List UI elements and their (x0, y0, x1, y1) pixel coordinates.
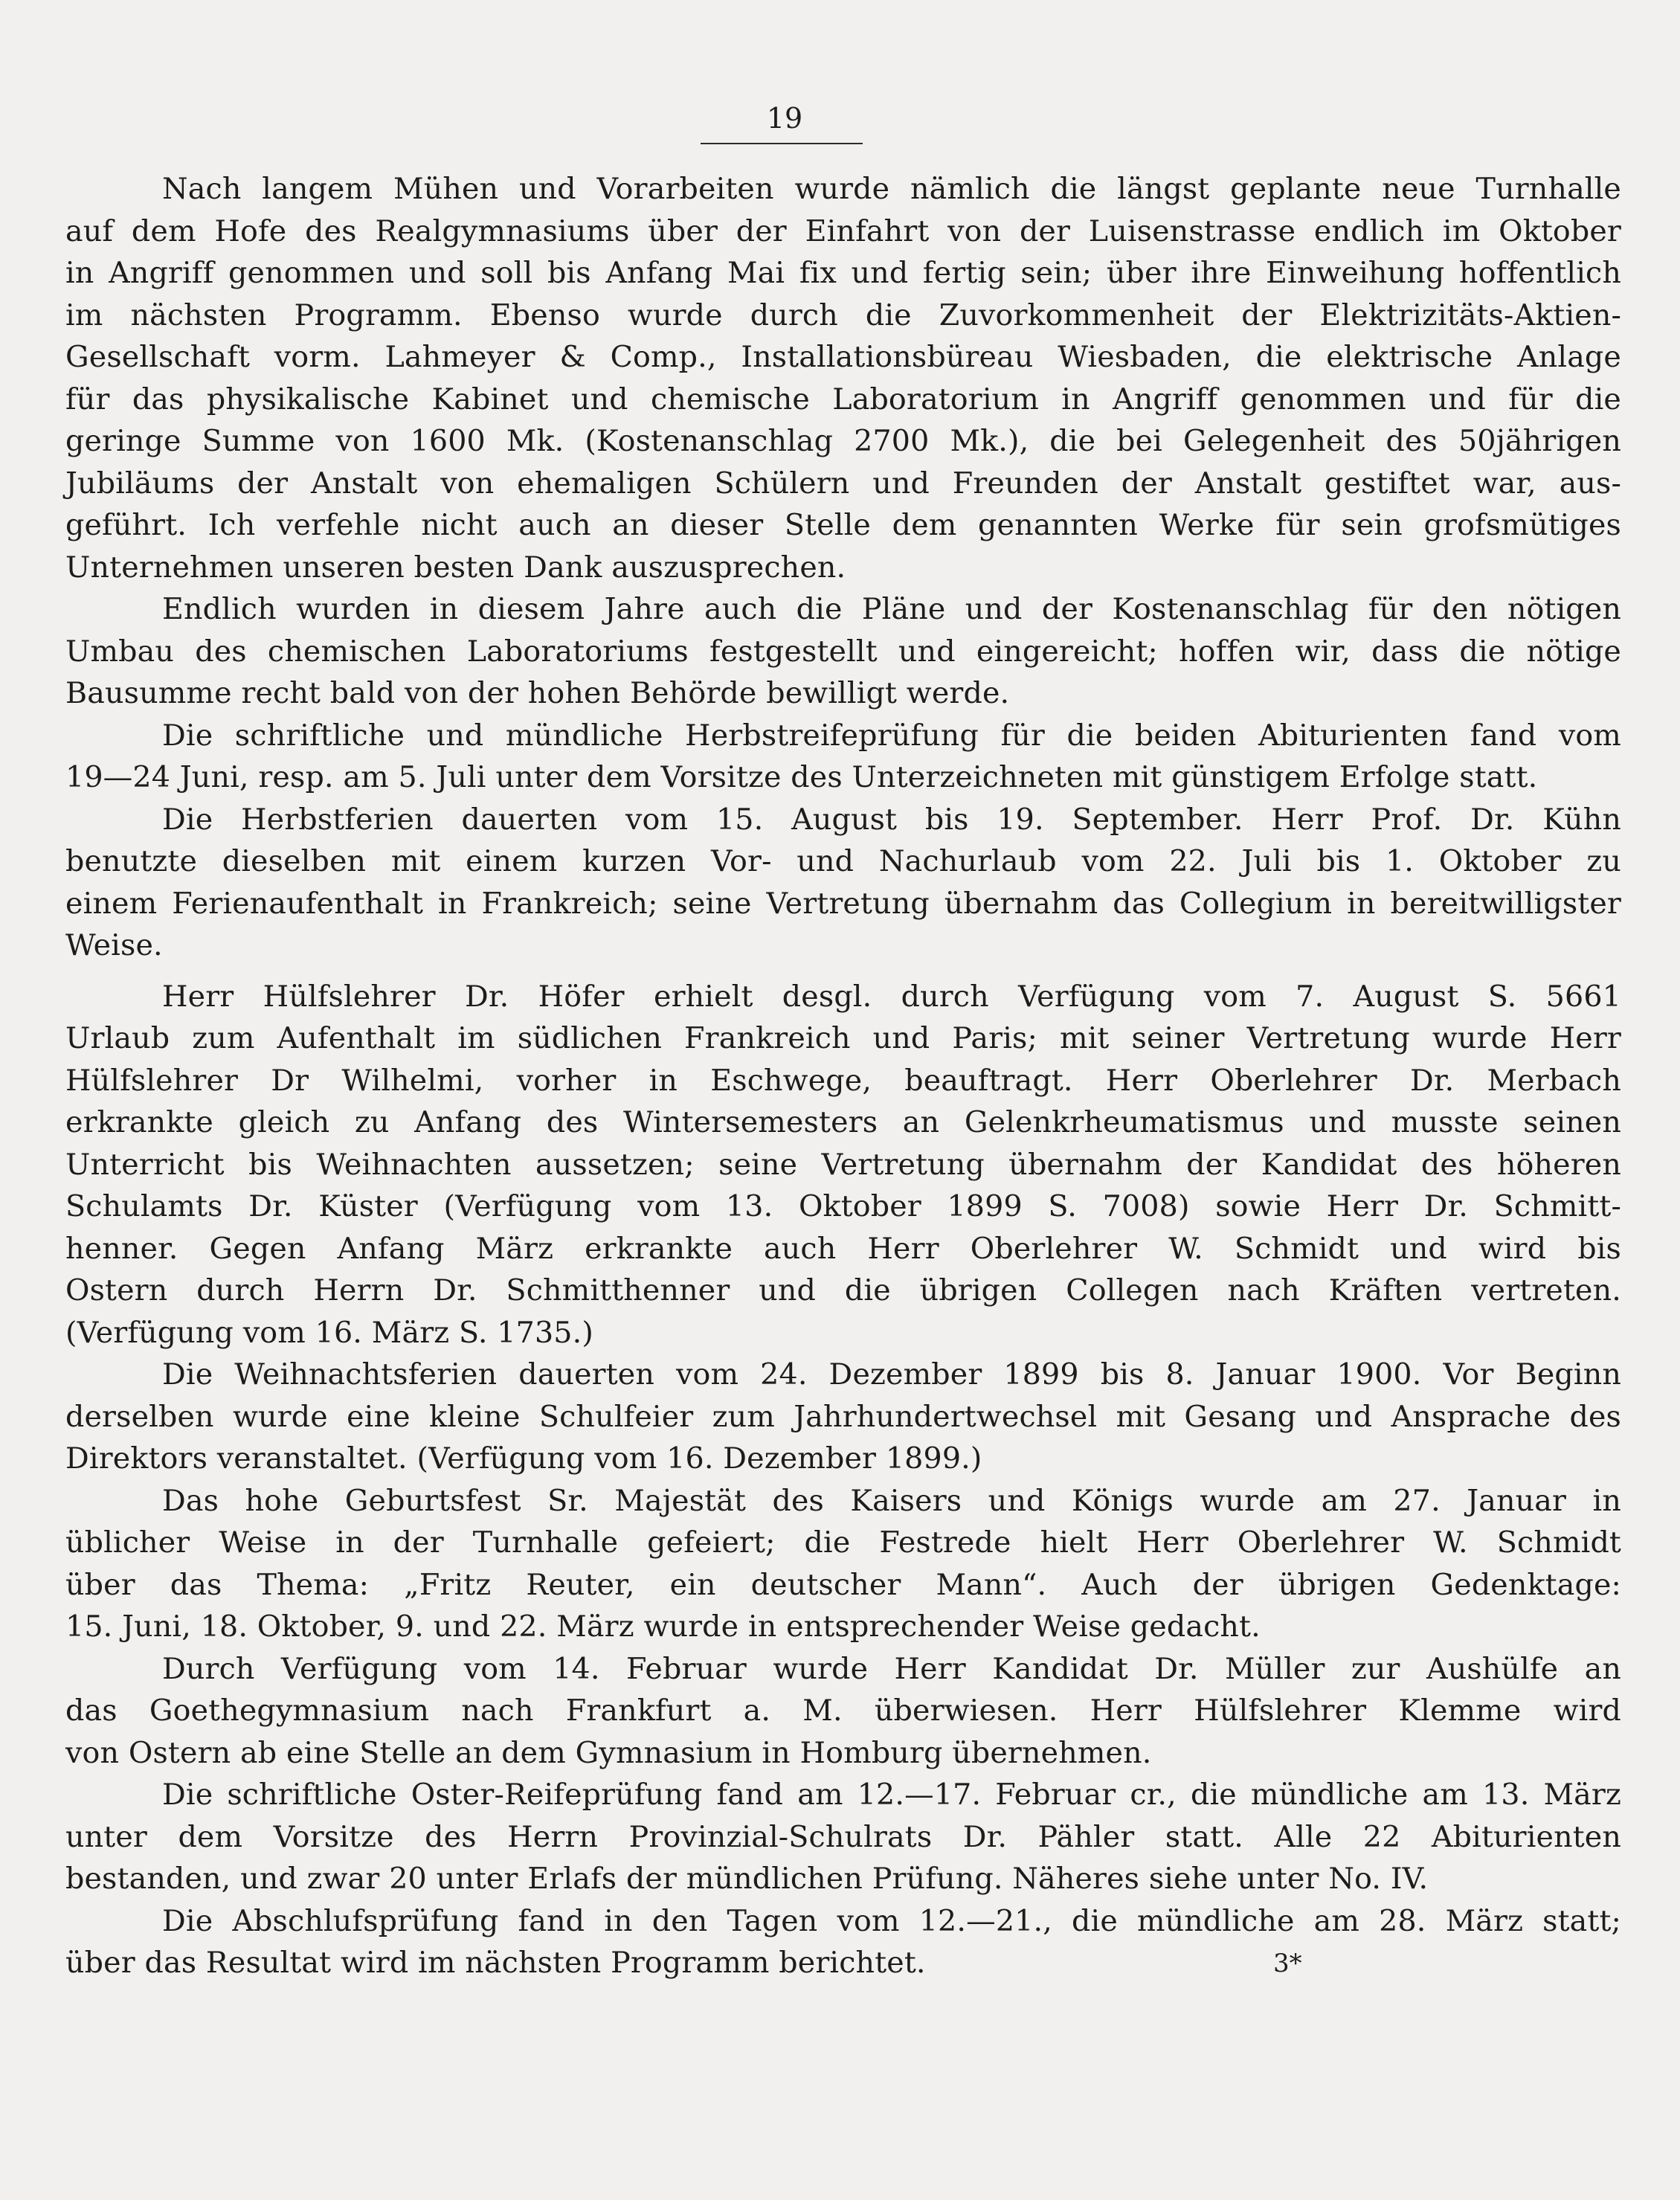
paragraph (65, 715, 1621, 799)
text-line: Endlich wurden in diesem Jahre auch die Pläne und der Kostenanschlag für den nötigen (162, 592, 1621, 626)
text-line: unter dem Vorsitze des Herrn Provinzial-Schulrats Dr. Pähler statt. Alle 22 Abiturienten (65, 1819, 1621, 1854)
paragraph-gap (65, 967, 1621, 976)
text-line: derselben wurde eine kleine Schulfeier zum Jahrhundertwechsel mit Gesang und Ansprache des (65, 1399, 1621, 1434)
text-line: Weise. (65, 928, 163, 962)
text-line: Gesellschaft vorm. Lahmeyer & Comp., Installationsbüreau Wiesbaden, die elektrische Anlage (65, 340, 1621, 374)
paragraph (65, 1774, 1621, 1900)
text-line: Unterricht bis Weihnachten aussetzen; seine Vertretung übernahm der Kandidat des höheren (65, 1147, 1621, 1182)
text-line: 19—24 Juni, resp. am 5. Juli unter dem Vorsitze des Unterzeichneten mit günstigem Erfolge statt. (65, 760, 1538, 794)
page-number: 19 (766, 102, 803, 135)
text-line: Die schriftliche Oster-Reifeprüfung fand am 12.—17. Februar cr., die mündliche am 13. März (162, 1778, 1621, 1812)
paragraph (65, 1354, 1621, 1480)
text-line: Die Abschlufsprüfung fand in den Tagen vom 12.—21., die mündliche am 28. März statt; (162, 1903, 1621, 1938)
text-line: das Goethegymnasium nach Frankfurt a. M. überwiesen. Herr Hülfslehrer Klemme wird (65, 1694, 1621, 1728)
text-line: geringe Summe von 1600 Mk. (Kostenanschlag 2700 Mk.), die bei Gelegenheit des 50jährigen (65, 424, 1621, 458)
text-line: einem Ferienaufenthalt in Frankreich; seine Vertretung übernahm das Collegium in bereitwilligster (65, 886, 1621, 921)
text-line: bestanden, und zwar 20 unter Erlafs der mündlichen Prüfung. Näheres siehe unter No. IV. (65, 1862, 1429, 1896)
signature-mark: 3* (1273, 1949, 1302, 1978)
text-line: Herr Hülfslehrer Dr. Höfer erhielt desgl. durch Verfügung vom 7. August S. 5661 (162, 979, 1621, 1014)
text-line: in Angriff genommen und soll bis Anfang Mai fix und fertig sein; über ihre Einweihung hoffentlich (65, 256, 1621, 290)
text-line: Urlaub zum Aufenthalt im südlichen Frankreich und Paris; mit seiner Vertretung wurde Herr (65, 1021, 1621, 1055)
paragraph (65, 588, 1621, 715)
text-line: benutzte dieselben mit einem kurzen Vor- und Nachurlaub vom 22. Juli bis 1. Oktober zu (65, 844, 1621, 878)
text-line: Direktors veranstaltet. (Verfügung vom 16. Dezember 1899.) (65, 1441, 982, 1476)
text-line: Bausumme recht bald von der hohen Behörde bewilligt werde. (65, 676, 1010, 710)
text-line: auf dem Hofe des Realgymnasiums über der Einfahrt von der Luisenstrasse endlich im Oktober (65, 213, 1621, 248)
text-line: Jubiläums der Anstalt von ehemaligen Schülern und Freunden der Anstalt gestiftet war, aus- (65, 466, 1621, 501)
text-line: Schulamts Dr. Küster (Verfügung vom 13. Oktober 1899 S. 7008) sowie Herr Dr. Schmitt- (65, 1189, 1621, 1223)
text-line: Durch Verfügung vom 14. Februar wurde Herr Kandidat Dr. Müller zur Aushülfe an (162, 1651, 1621, 1686)
text-line: Unternehmen unseren besten Dank auszusprechen. (65, 550, 846, 585)
page-number-rule (701, 143, 863, 144)
text-line: 15. Juni, 18. Oktober, 9. und 22. März wurde in entsprechender Weise gedacht. (65, 1609, 1261, 1644)
paragraph (65, 976, 1621, 1354)
text-line: (Verfügung vom 16. März S. 1735.) (65, 1315, 593, 1350)
text-line: Umbau des chemischen Laboratoriums festgestellt und eingereicht; hoffen wir, dass die nötige (65, 634, 1621, 669)
text-line: über das Resultat wird im nächsten Programm berichtet. (65, 1946, 926, 1980)
paragraph (65, 1480, 1621, 1648)
text-line: für das physikalische Kabinet und chemische Laboratorium in Angriff genommen und für die (65, 382, 1621, 416)
text-line: Die schriftliche und mündliche Herbstreifeprüfung für die beiden Abiturienten fand vom (162, 718, 1621, 753)
text-line: erkrankte gleich zu Anfang des Wintersemesters an Gelenkrheumatismus und musste seinen (65, 1105, 1621, 1139)
text-line: von Ostern ab eine Stelle an dem Gymnasium in Homburg übernehmen. (65, 1735, 1152, 1770)
text-line: Die Weihnachtsferien dauerten vom 24. Dezember 1899 bis 8. Januar 1900. Vor Beginn (162, 1357, 1621, 1392)
body-text (65, 168, 1621, 1984)
text-line: Ostern durch Herrn Dr. Schmitthenner und die übrigen Collegen nach Kräften vertreten. (65, 1273, 1621, 1308)
text-line: über das Thema: „Fritz Reuter, ein deutscher Mann“. Auch der übrigen Gedenktage: (65, 1567, 1621, 1602)
paragraph (65, 799, 1621, 967)
text-line: Hülfslehrer Dr Wilhelmi, vorher in Eschwege, beauftragt. Herr Oberlehrer Dr. Merbach (65, 1063, 1621, 1098)
text-line: Die Herbstferien dauerten vom 15. August bis 19. September. Herr Prof. Dr. Kühn (162, 802, 1621, 837)
text-line: üblicher Weise in der Turnhalle gefeiert; die Festrede hielt Herr Oberlehrer W. Schmidt (65, 1525, 1621, 1560)
text-line: Nach langem Mühen und Vorarbeiten wurde nämlich die längst geplante neue Turnhalle (162, 172, 1621, 206)
paragraph (65, 168, 1621, 588)
text-line: im nächsten Programm. Ebenso wurde durch die Zuvorkommenheit der Elektrizitäts-Aktien- (65, 297, 1621, 332)
text-line: geführt. Ich verfehle nicht auch an dieser Stelle dem genannten Werke für sein grofsmütiges (65, 508, 1621, 542)
text-line: henner. Gegen Anfang März erkrankte auch Herr Oberlehrer W. Schmidt und wird bis (65, 1231, 1621, 1266)
paragraph (65, 1648, 1621, 1775)
text-line: Das hohe Geburtsfest Sr. Majestät des Kaisers und Königs wurde am 27. Januar in (162, 1483, 1621, 1518)
paragraph (65, 1900, 1621, 1984)
